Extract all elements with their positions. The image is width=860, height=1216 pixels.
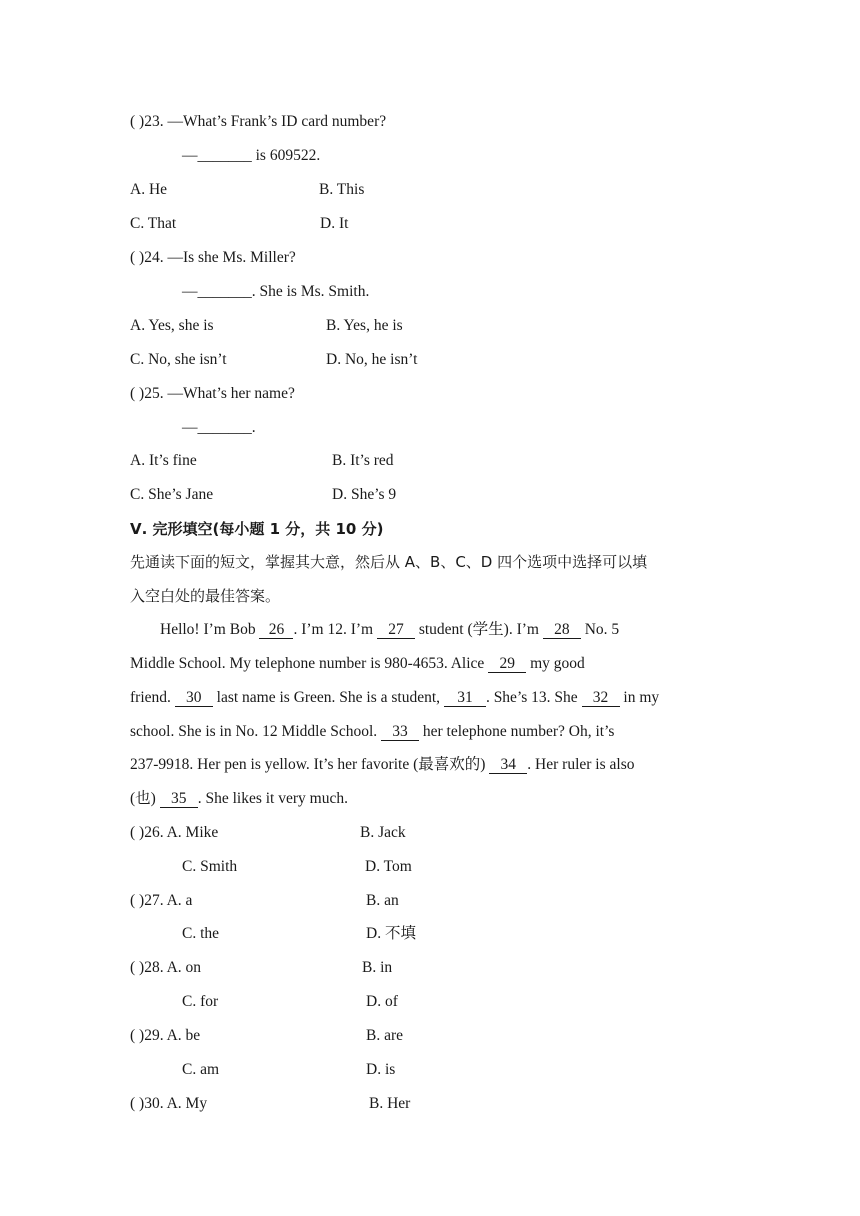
q27-option-c: C. the [182,925,220,942]
passage-line-4 [130,722,614,742]
q25-option-a: A. It’s fine [130,452,197,469]
q25-answer-text: . [251,419,256,436]
passage-text: my good [526,655,585,672]
q25-stem: ( )25. —What’s her name? [130,385,295,402]
passage-text: . Her ruler is also [527,756,635,773]
q24-option-b: B. Yes, he is [326,317,403,334]
passage-text: . I’m 12. I’m [293,621,377,638]
passage-text: school. She is in No. 12 Middle School. [130,723,382,740]
blank-31: 31 [444,689,486,707]
q30-option-b: B. Her [369,1095,411,1112]
blank-34: 34 [489,756,527,774]
passage-line-1 [160,620,619,640]
passage-text: her telephone number? Oh, it’s [419,723,615,740]
q23-answer-text: is 609522. [251,147,321,164]
passage-text: . She’s 13. She [485,689,582,706]
blank-27: 27 [377,621,415,639]
blank-30: 30 [175,689,213,707]
passage-text: last name is Green. She is a student, [212,689,444,706]
q26-option-c: C. Smith [182,858,238,875]
q23-blank: _______ [197,147,252,164]
blank-29: 29 [488,655,526,673]
q24-option-a: A. Yes, she is [130,317,214,334]
q23-stem: ( )23. —What’s Frank’s ID card number? [130,113,387,130]
q25-blank: _______ [197,419,252,436]
q26-option-b: B. Jack [360,824,406,841]
section-title: Ⅴ. 完形填空(每小题 1 分，共 10 分) [130,520,384,538]
passage-text: . She likes it very much. [197,790,348,807]
passage-text: 237-9918. Her pen is yellow. It’s her favorite (最喜欢的) [130,756,490,773]
q25-option-c: C. She’s Jane [130,486,214,503]
q25-option-d: D. She’s 9 [332,486,397,503]
passage-line-3 [130,688,659,708]
q24-option-d: D. No, he isn’t [326,351,418,368]
q24-option-c: C. No, she isn’t [130,351,227,368]
q26-option-d: D. Tom [365,858,412,875]
q23-option-b: B. This [319,181,365,198]
q29-option-c: C. am [182,1061,220,1078]
q23-dash: — [182,147,198,164]
q24-answer-line [182,282,369,302]
passage-text: No. 5 [580,621,620,638]
blank-32: 32 [582,689,620,707]
q26-option-a: ( )26. A. Mike [130,824,219,841]
q24-blank: _______ [197,283,252,300]
q30-option-a: ( )30. A. My [130,1095,208,1112]
q23-option-a: A. He [130,181,168,198]
q28-option-a: ( )28. A. on [130,959,202,976]
passage-text: (也) [130,790,160,807]
passage-text: Hello! I’m Bob [160,621,260,638]
q24-stem: ( )24. —Is she Ms. Miller? [130,249,296,266]
q28-option-b: B. in [362,959,393,976]
q25-dash: — [182,419,198,436]
passage-line-2 [130,654,585,674]
q27-option-a: ( )27. A. a [130,892,193,909]
passage-line-6 [130,789,348,809]
blank-35: 35 [160,790,198,808]
passage-line-5 [130,755,634,775]
q23-option-d: D. It [320,215,349,232]
q23-answer-line [182,146,320,166]
q28-option-d: D. of [366,993,398,1010]
passage-text: Middle School. My telephone number is 980-4653. Alice [130,655,489,672]
q27-option-b: B. an [366,892,399,909]
q24-dash: — [182,283,198,300]
section-instruction-line-1: 先通读下面的短文，掌握其大意，然后从 A、B、C、D 四个选项中选择可以填 [130,553,648,571]
passage-text: friend. [130,689,175,706]
q25-answer-line [182,418,256,438]
q27-option-d: D. 不填 [366,925,416,942]
blank-28: 28 [543,621,581,639]
q29-option-a: ( )29. A. be [130,1027,201,1044]
q24-answer-text: . She is Ms. Smith. [251,283,370,300]
q25-option-b: B. It’s red [332,452,394,469]
blank-26: 26 [259,621,293,639]
q29-option-d: D. is [366,1061,396,1078]
passage-text: student (学生). I’m [414,621,543,638]
blank-33: 33 [381,723,419,741]
passage-text: in my [619,689,660,706]
q23-option-c: C. That [130,215,177,232]
q28-option-c: C. for [182,993,219,1010]
q29-option-b: B. are [366,1027,404,1044]
section-instruction-line-2: 入空白处的最佳答案。 [130,587,281,605]
